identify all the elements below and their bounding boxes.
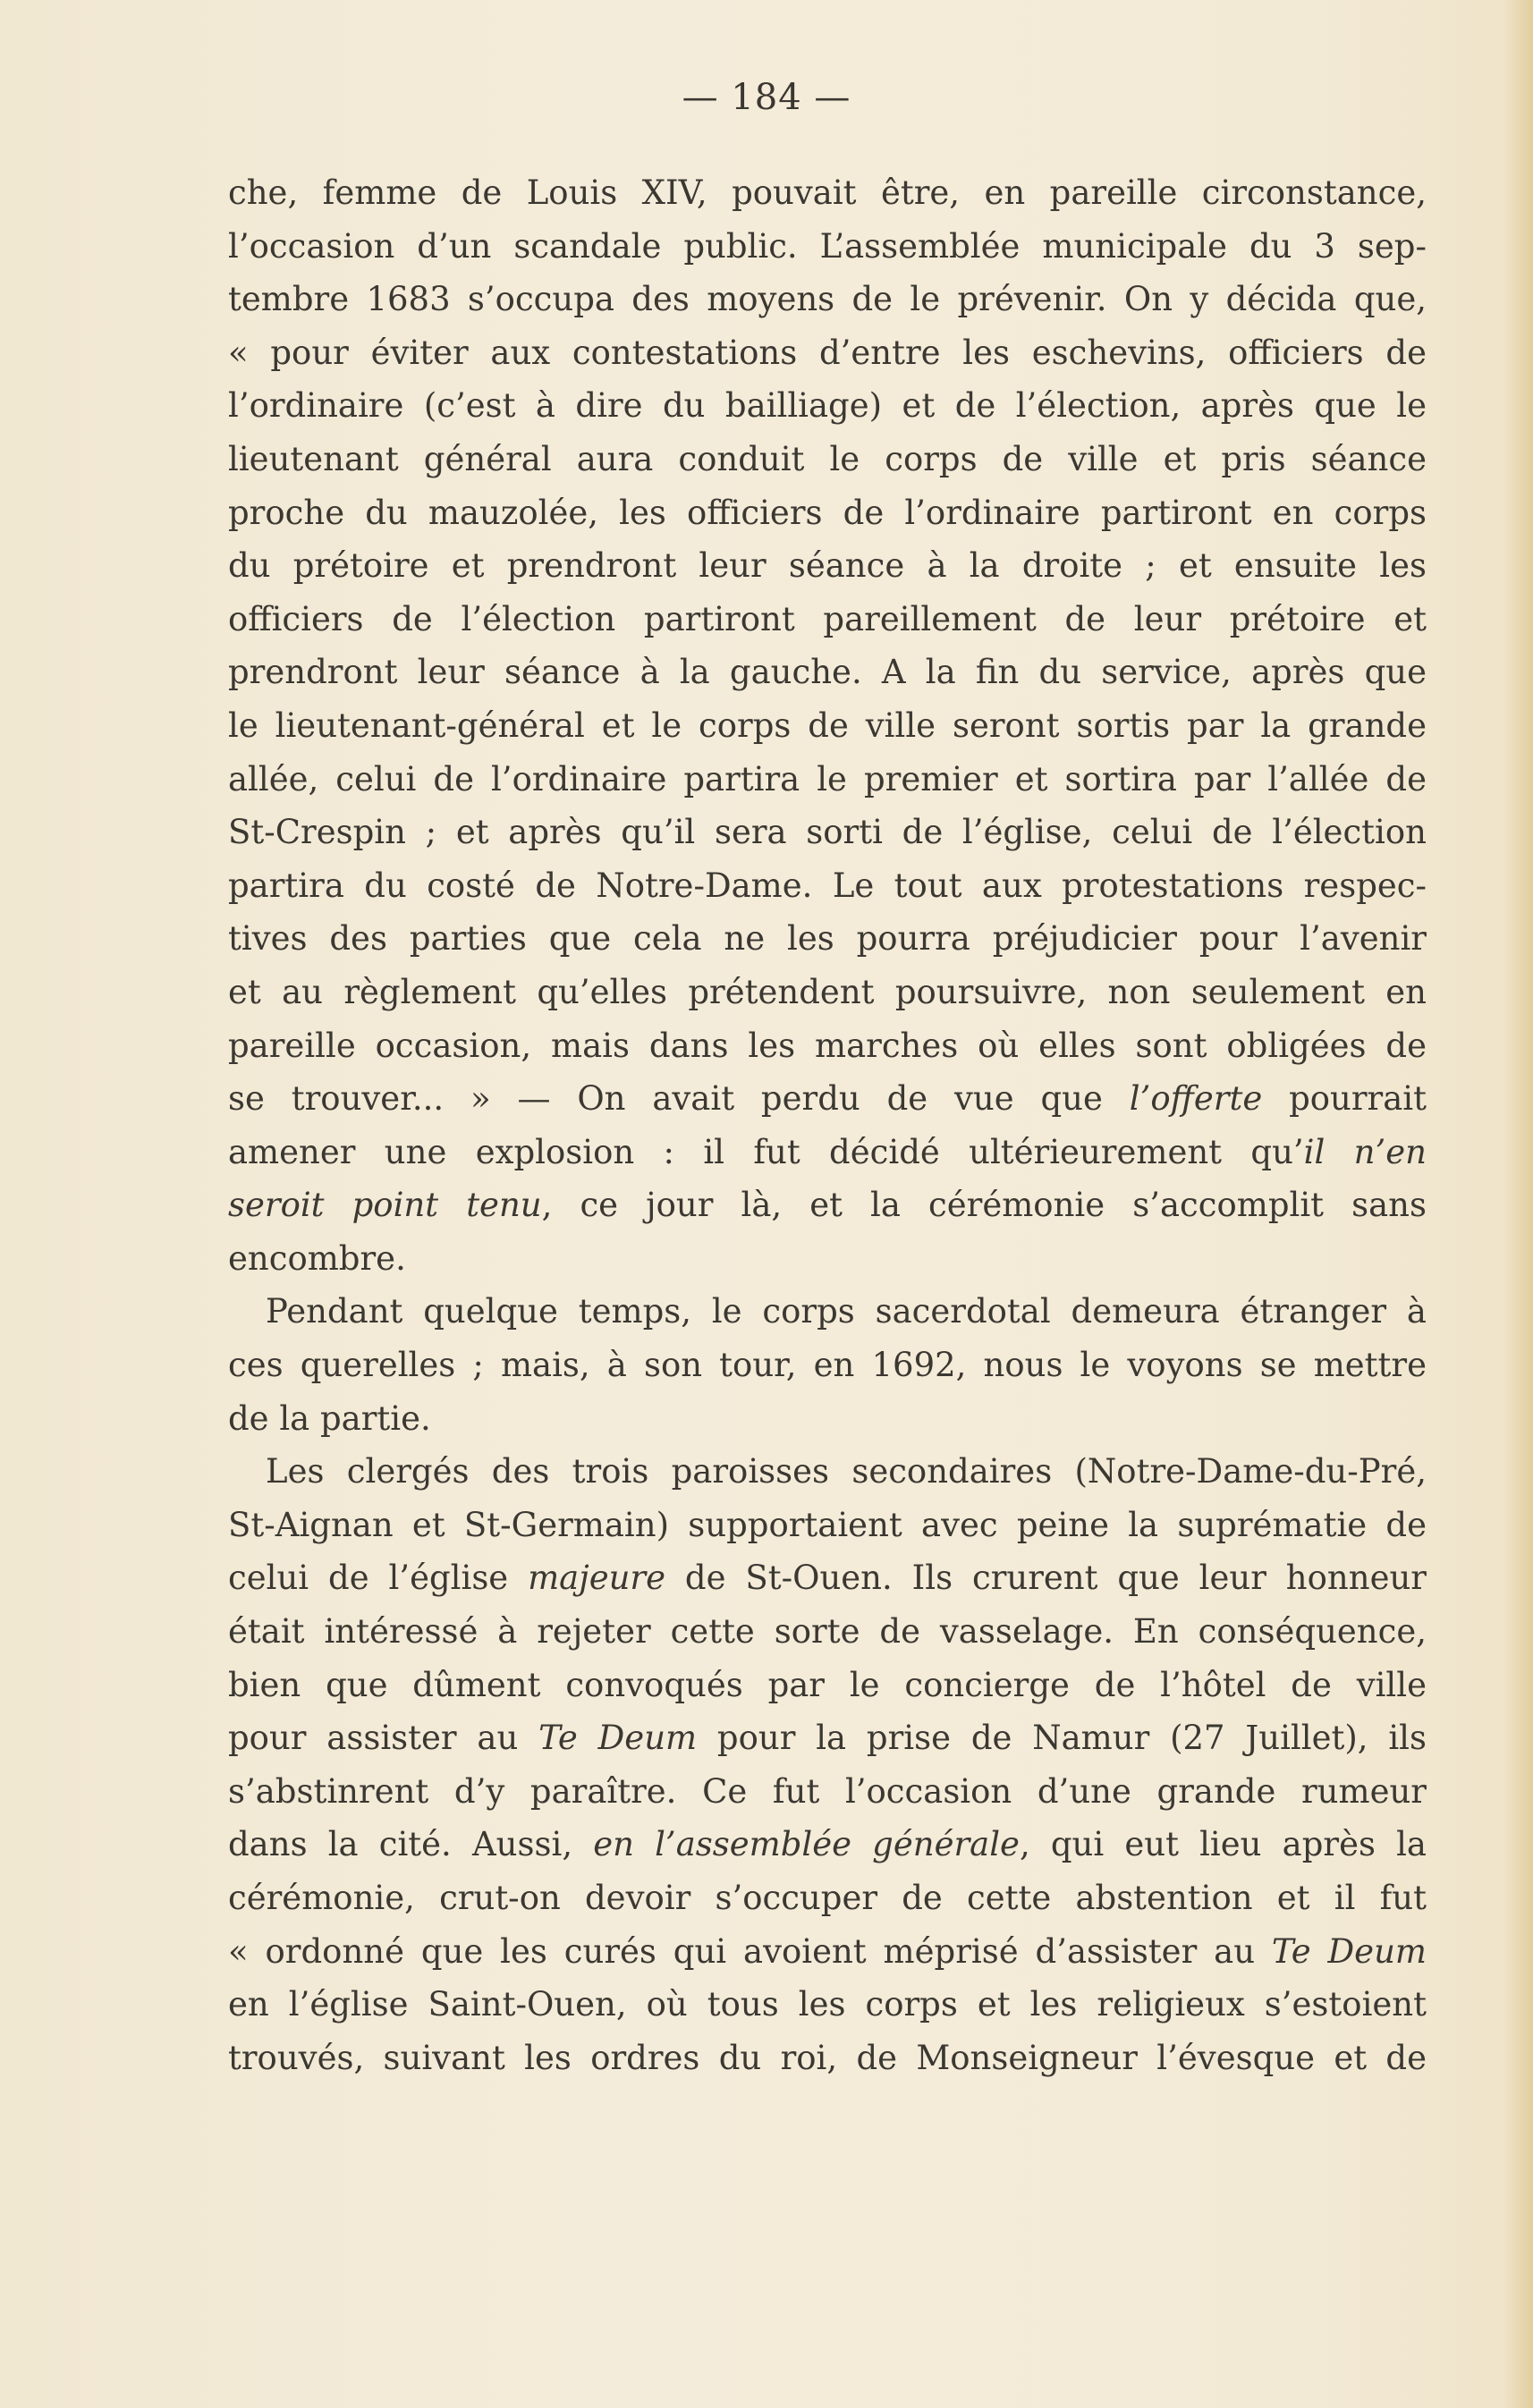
text-span: pour la prise de Namur (27 Juillet), ils (697, 1719, 1427, 1758)
text-line: trouvés, suivant les ordres du roi, de Monseigneur l’évesque et de (228, 2038, 1427, 2077)
text-line: cérémonie, crut-on devoir s’occuper de cette abstention et il fut (228, 1879, 1427, 1917)
text-line (228, 1925, 1427, 1979)
text-line: du prétoire et prendront leur séance à la droite ; et ensuite les (228, 546, 1427, 586)
text-line: Les clergés des trois paroisses secondaires (Notre-Dame-du-Pré, (266, 1452, 1427, 1491)
text-span: , qui eut lieu après la (1019, 1825, 1427, 1864)
text-line: St-Crespin ; et après qu’il sera sorti de l’église, celui de l’élection (228, 813, 1427, 852)
italic-text: seroit point tenu (228, 1186, 542, 1225)
text-line (228, 1818, 1427, 1871)
text-line: tembre 1683 s’occupa des moyens de le prévenir. On y décida que, (228, 280, 1427, 319)
text-line: était intéressé à rejeter cette sorte de vasselage. En conséquence, (228, 1612, 1427, 1652)
text-line: bien que dûment convoqués par le concierge de l’hôtel de ville (228, 1665, 1427, 1704)
text-span: se trouver... » — On avait perdu de vue que (228, 1079, 1130, 1119)
text-span: dans la cité. Aussi, (228, 1825, 594, 1864)
text-line: s’abstinrent d’y paraître. Ce fut l’occasion d’une grande rumeur (228, 1771, 1427, 1811)
text-line (228, 1126, 1427, 1179)
text-line: proche du mauzolée, les officiers de l’ordinaire partiront en corps (228, 493, 1427, 532)
text-span: celui de l’église (228, 1559, 529, 1598)
text-line: partira du costé de Notre-Dame. Le tout aux protestations respec- (228, 866, 1427, 905)
text-line: de la partie. (228, 1398, 431, 1438)
text-line (228, 1711, 1427, 1765)
body-text (228, 166, 1427, 2084)
text-line: l’ordinaire (c’est à dire du bailliage) et de l’élection, après que le (228, 386, 1427, 426)
text-line: « pour éviter aux contestations d’entre les eschevins, officiers de (228, 333, 1427, 372)
text-line: lieutenant général aura conduit le corps de ville et pris séance (228, 439, 1427, 478)
text-line: ces querelles ; mais, à son tour, en 1692, nous le voyons se mettre (228, 1346, 1427, 1385)
text-line: pareille occasion, mais dans les marches où elles sont obligées de (228, 1026, 1427, 1065)
text-line: tives des parties que cela ne les pourra préjudicier pour l’avenir (228, 919, 1427, 959)
italic-text: majeure (528, 1559, 666, 1598)
italic-text: il n’en (1303, 1132, 1427, 1171)
text-line (228, 1551, 1427, 1605)
text-line: et au règlement qu’elles prétendent poursuivre, non seulement en (228, 972, 1427, 1011)
text-line: en l’église Saint-Ouen, où tous les corps et les religieux s’estoient (228, 1985, 1427, 2024)
text-span: amener une explosion : il fut décidé ultérieurement qu’ (228, 1132, 1304, 1171)
text-line: St-Aignan et St-Germain) supportaient avec peine la suprématie de (228, 1505, 1427, 1544)
italic-text: l’offerte (1129, 1079, 1263, 1119)
text-line (228, 1072, 1427, 1126)
text-line: l’occasion d’un scandale public. L’assemblée municipale du 3 sep- (228, 226, 1427, 266)
text-line: encombre. (228, 1238, 406, 1278)
text-line: allée, celui de l’ordinaire partira le premier et sortira par l’allée de (228, 759, 1427, 798)
text-span: pourrait (1262, 1079, 1427, 1119)
text-line (228, 1179, 1427, 1232)
page-number: — 184 — (682, 77, 851, 118)
text-line: che, femme de Louis XIV, pouvait être, en pareille circonstance, (228, 173, 1427, 212)
text-span: , ce jour là, et la cérémonie s’accomplit sans (541, 1186, 1427, 1225)
italic-text: Te Deum (1271, 1931, 1427, 1971)
text-span: de St-Ouen. Ils crurent que leur honneur (665, 1559, 1427, 1598)
text-span: pour assister au (228, 1719, 539, 1758)
page-edge-shadow (1503, 0, 1533, 2408)
text-line: officiers de l’élection partiront pareillement de leur prétoire et (228, 599, 1427, 638)
text-line: Pendant quelque temps, le corps sacerdotal demeura étranger à (266, 1292, 1427, 1331)
italic-text: Te Deum (538, 1719, 698, 1758)
text-line: le lieutenant-général et le corps de ville seront sortis par la grande (228, 706, 1427, 745)
italic-text: en l’assemblée générale (593, 1825, 1020, 1864)
text-line: prendront leur séance à la gauche. A la fin du service, après que (228, 653, 1427, 692)
text-span: « ordonné que les curés qui avoient méprisé d’assister au (228, 1931, 1272, 1971)
